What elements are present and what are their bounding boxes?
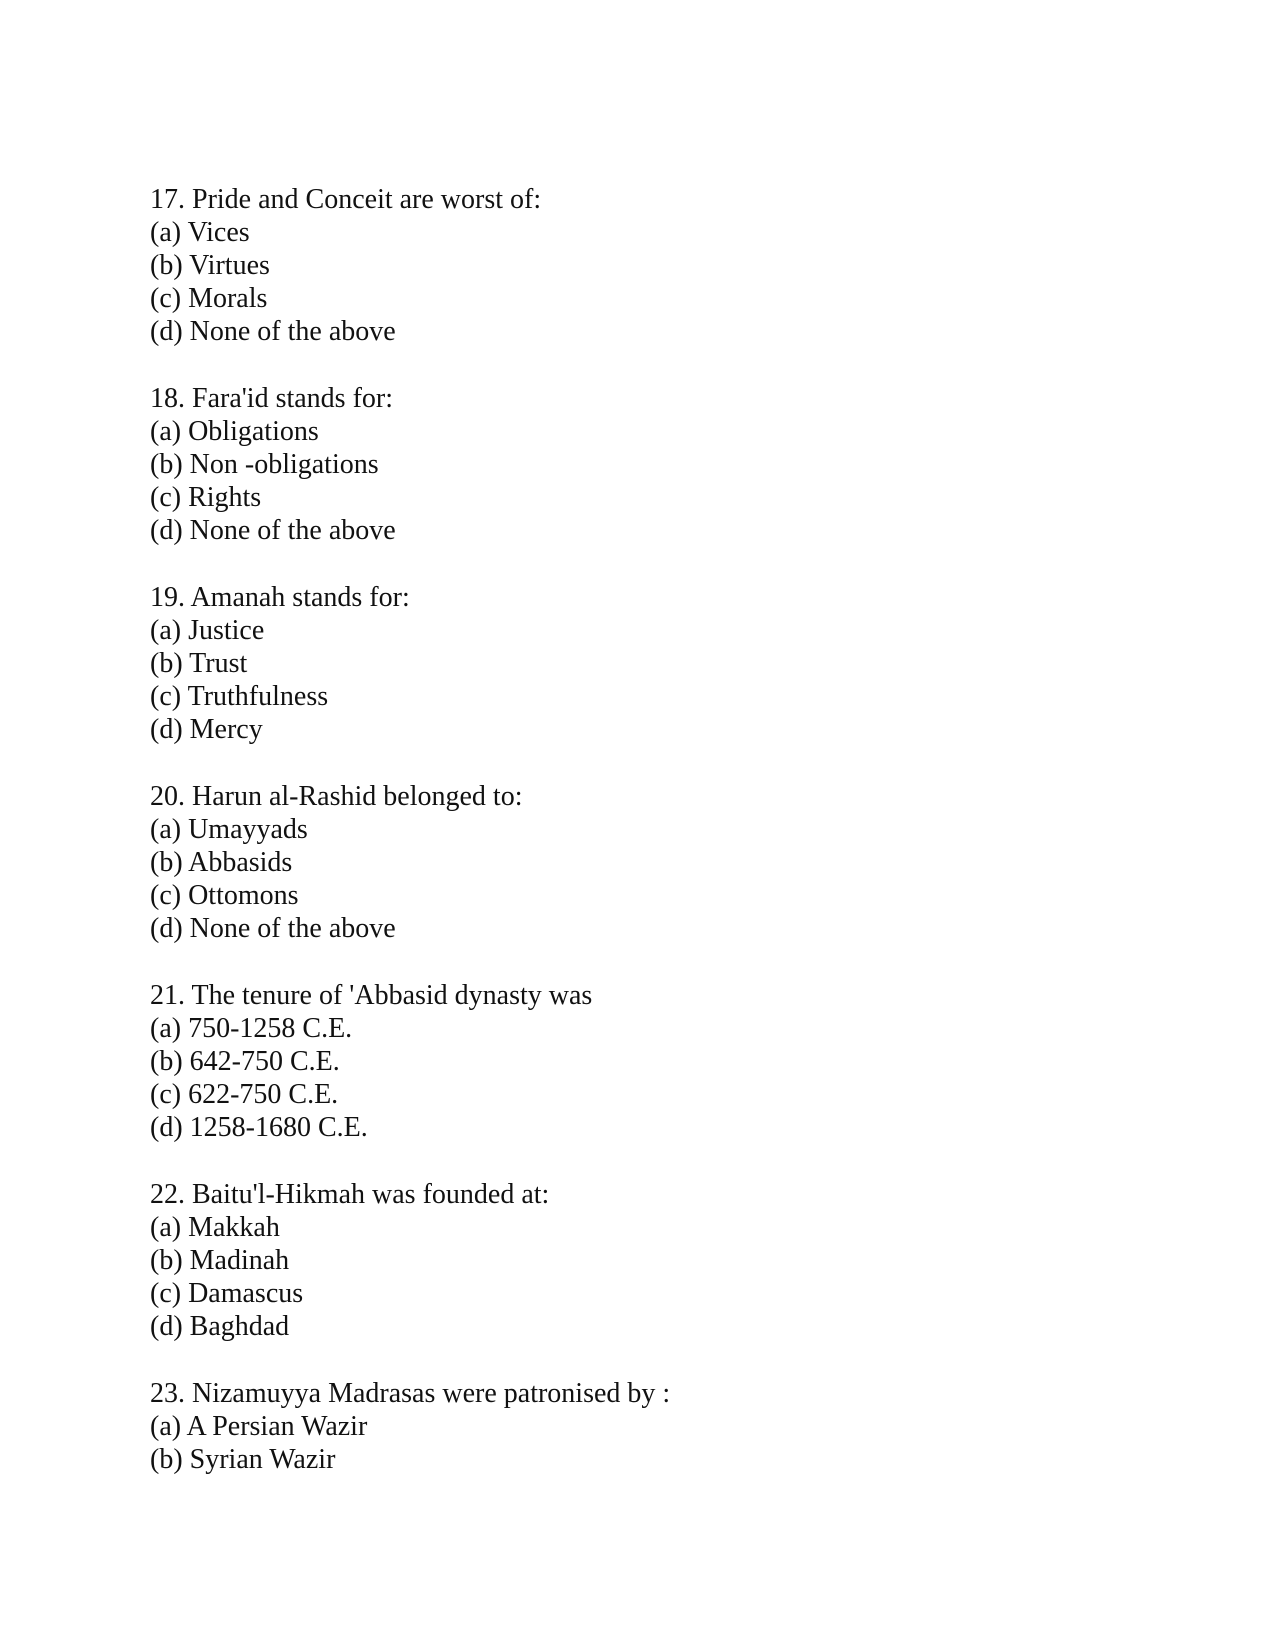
option-c: (c) Ottomons bbox=[150, 880, 299, 911]
option-d: (d) None of the above bbox=[150, 913, 396, 944]
question-text: 18. Fara'id stands for: bbox=[150, 383, 394, 414]
option-a: (a) Umayyads bbox=[150, 814, 308, 845]
option-d: (d) Mercy bbox=[150, 714, 263, 745]
option-b: (b) Abbasids bbox=[150, 847, 293, 878]
option-c: (c) Damascus bbox=[150, 1278, 304, 1309]
option-a: (a) Justice bbox=[150, 615, 265, 646]
question-21 bbox=[150, 979, 1150, 1144]
question-text: 20. Harun al-Rashid belonged to: bbox=[150, 781, 523, 812]
option-a: (a) A Persian Wazir bbox=[150, 1411, 368, 1442]
option-c: (c) Morals bbox=[150, 283, 268, 314]
option-b: (b) Madinah bbox=[150, 1245, 290, 1276]
question-19 bbox=[150, 581, 1150, 746]
option-b: (b) Virtues bbox=[150, 250, 270, 281]
option-c: (c) Truthfulness bbox=[150, 681, 329, 712]
option-b: (b) Syrian Wazir bbox=[150, 1444, 336, 1475]
question-18 bbox=[150, 382, 1150, 547]
question-text: 23. Nizamuyya Madrasas were patronised by : bbox=[150, 1378, 671, 1409]
question-22 bbox=[150, 1178, 1150, 1343]
question-list bbox=[150, 183, 1150, 1510]
option-b: (b) 642-750 C.E. bbox=[150, 1046, 340, 1077]
question-text: 22. Baitu'l-Hikmah was founded at: bbox=[150, 1179, 550, 1210]
option-b: (b) Non -obligations bbox=[150, 449, 379, 480]
option-b: (b) Trust bbox=[150, 648, 248, 679]
option-a: (a) Obligations bbox=[150, 416, 319, 447]
option-a: (a) Vices bbox=[150, 217, 250, 248]
option-c: (c) Rights bbox=[150, 482, 262, 513]
question-17 bbox=[150, 183, 1150, 348]
option-d: (d) Baghdad bbox=[150, 1311, 290, 1342]
question-23 bbox=[150, 1377, 1150, 1476]
option-a: (a) Makkah bbox=[150, 1212, 280, 1243]
option-d: (d) None of the above bbox=[150, 316, 396, 347]
question-20 bbox=[150, 780, 1150, 945]
question-text: 19. Amanah stands for: bbox=[150, 582, 410, 613]
option-c: (c) 622-750 C.E. bbox=[150, 1079, 339, 1110]
question-text: 21. The tenure of 'Abbasid dynasty was bbox=[150, 980, 593, 1011]
option-a: (a) 750-1258 C.E. bbox=[150, 1013, 353, 1044]
option-d: (d) 1258-1680 C.E. bbox=[150, 1112, 368, 1143]
question-text: 17. Pride and Conceit are worst of: bbox=[150, 184, 542, 215]
option-d: (d) None of the above bbox=[150, 515, 396, 546]
